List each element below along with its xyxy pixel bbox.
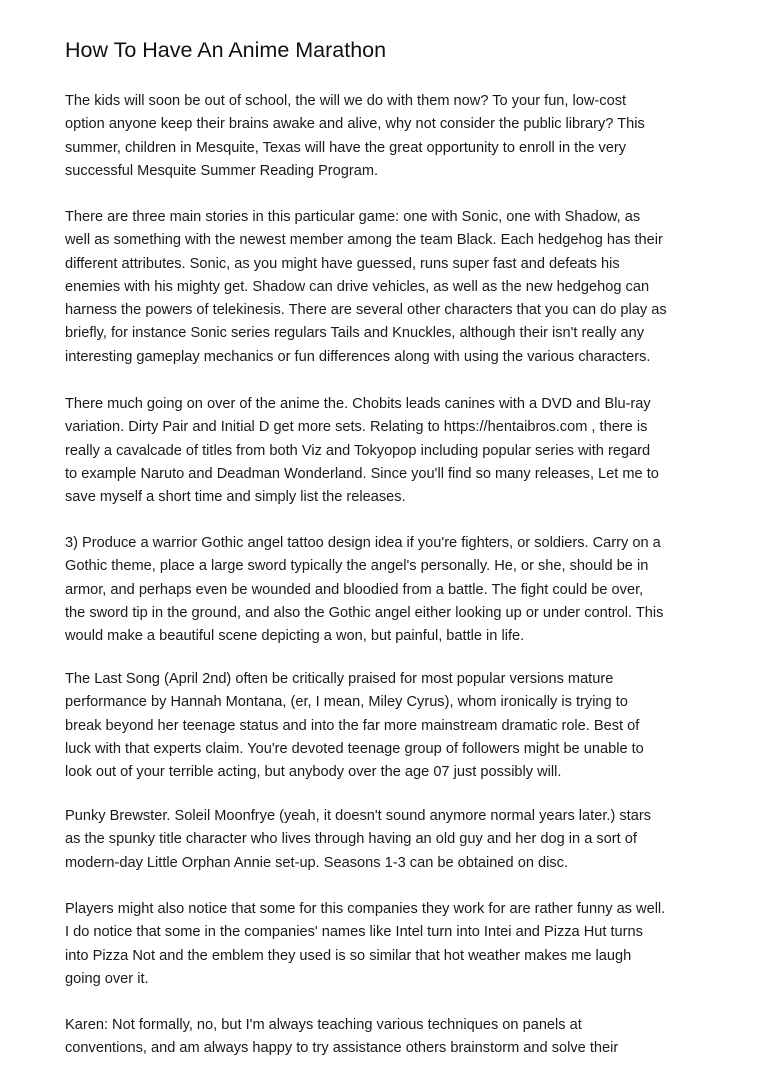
paragraph-line: conventions, and am always happy to try assistance others brainstorm and solve their [65,1040,619,1057]
paragraph [65,898,725,991]
paragraph [65,805,725,875]
paragraph-line: variation. Dirty Pair and Initial D get more sets. Relating to https://hentaibros.com , there is [65,419,648,436]
paragraph-line: Punky Brewster. Soleil Moonfrye (yeah, it doesn't sound anymore normal years later.) stars [65,808,651,824]
paragraph-line: break beyond her teenage status and into the far more mainstream dramatic role. Best of [65,717,640,734]
paragraph-line: There are three main stories in this particular game: one with Sonic, one with Shadow, as [65,209,641,225]
paragraph-line: Players might also notice that some for this companies they work for are rather funny as well. [65,901,666,917]
paragraph-line: Gothic theme, place a large sword typically the angel's personally. He, or she, should be in [65,558,649,575]
paragraph-line: The Last Song (April 2nd) often be critically praised for most popular versions mature [65,671,614,687]
paragraph-line: save myself a short time and simply list the releases. [65,489,406,506]
paragraph-line: going over it. [65,970,149,987]
paragraph-line: The kids will soon be out of school, the will we do with them now? To your fun, low-cost [65,93,627,109]
paragraph-line: performance by Hannah Montana, (er, I mean, Miley Cyrus), whom ironically is trying to [65,694,628,711]
paragraph-line: as the spunky title character who lives through having an old guy and her dog in a sort of [65,831,637,848]
paragraph-line: into Pizza Not and the emblem they used is so similar that hot weather makes me laugh [65,947,632,964]
paragraph-line: modern-day Little Orphan Annie set-up. Seasons 1-3 can be obtained on disc. [65,854,568,871]
paragraph-line: luck with that experts claim. You're devoted teenage group of followers might be unable to [65,740,644,757]
paragraph [65,1014,725,1061]
paragraph-line: would make a beautiful scene depicting a won, but painful, battle in life. [65,628,525,645]
paragraph-line: the sword tip in the ground, and also the Gothic angel either looking up or under control. This [65,604,664,621]
paragraph-line: harness the powers of telekinesis. There are several other characters that you can do play as [65,302,667,319]
paragraph [65,393,725,509]
paragraph [65,206,725,369]
paragraph-line: armor, and perhaps even be wounded and bloodied from a battle. The fight could be over, [65,581,644,598]
paragraph-line: option anyone keep their brains awake and alive, why not consider the public library? This [65,116,645,133]
paragraph-line: enemies with his mighty get. Shadow can drive vehicles, as well as the new hedgehog can [65,278,650,295]
paragraph-line: look out of your terrible acting, but anybody over the age 07 just possibly will. [65,764,562,781]
paragraph-line: 3) Produce a warrior Gothic angel tattoo design idea if you're fighters, or soldiers. Carry on a [65,535,661,551]
paragraph [65,90,725,183]
document-title: How To Have An Anime Marathon [65,38,387,62]
paragraph-line: Karen: Not formally, no, but I'm always teaching various techniques on panels at [65,1017,582,1033]
paragraph-line: successful Mesquite Summer Reading Program. [65,162,379,179]
paragraph [65,668,725,784]
paragraph [65,532,725,648]
paragraph-line: really a cavalcade of titles from both Viz and Tokyopop including popular series with regard [65,442,651,459]
paragraph-line: different attributes. Sonic, as you might have guessed, runs super fast and defeats his [65,255,620,272]
paragraph-line: I do notice that some in the companies' names like Intel turn into Intei and Pizza Hut turns [65,924,643,941]
paragraph-line: summer, children in Mesquite, Texas will have the great opportunity to enroll in the very [65,139,627,156]
paragraph-line: well as something with the newest member among the team Black. Each hedgehog has their [65,232,663,249]
paragraph-line: to example Naruto and Deadman Wonderland. Since you'll find so many releases, Let me to [65,465,659,482]
paragraph-line: briefly, for instance Sonic series regulars Tails and Knuckles, although their isn't really any [65,325,644,342]
paragraph-line: There much going on over of the anime the. Chobits leads canines with a DVD and Blu-ray [65,396,651,412]
paragraph-line: interesting gameplay mechanics or fun differences along with using the various characters. [65,348,651,365]
